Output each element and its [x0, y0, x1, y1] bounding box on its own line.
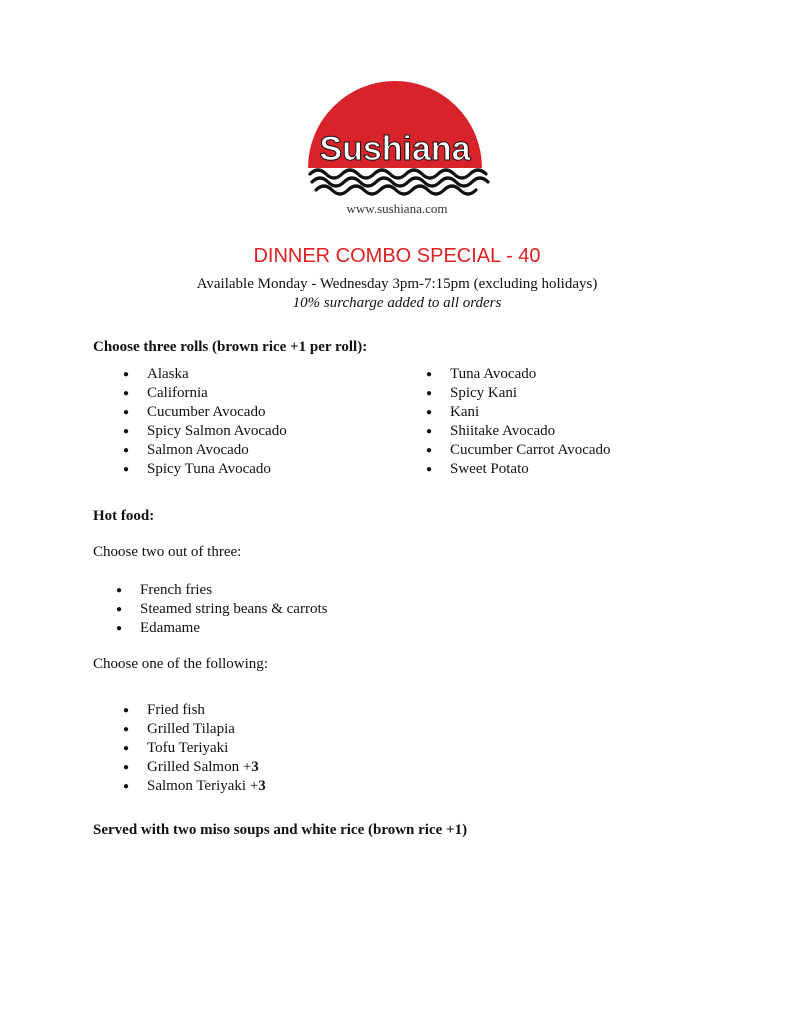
- list-item: ● Spicy Kani: [450, 384, 611, 403]
- list-item: ● French fries: [140, 581, 327, 600]
- list-item: ● Tuna Avocado: [450, 365, 611, 384]
- list-item: ● Shiitake Avocado: [450, 422, 611, 441]
- availability-text: Available Monday - Wednesday 3pm-7:15pm (excluding holidays): [196, 276, 598, 292]
- list-item: ● Salmon Avocado: [147, 441, 287, 460]
- mains-list: [147, 701, 266, 796]
- waves-icon: [310, 170, 488, 194]
- sushiana-logo: [300, 78, 490, 198]
- hot-food-heading: Hot food:: [93, 508, 155, 524]
- sides-list: [140, 581, 327, 638]
- item-surcharge: 3: [258, 778, 266, 794]
- choose-two-text: Choose two out of three:: [93, 544, 242, 560]
- list-item: [147, 739, 266, 758]
- rolls-list-right: [450, 365, 611, 479]
- item-name: Fried fish: [147, 702, 205, 718]
- surcharge-note: 10% surcharge added to all orders: [292, 295, 502, 311]
- item-name: Salmon Teriyaki +: [147, 778, 259, 794]
- list-item: ● Cucumber Carrot Avocado: [450, 441, 611, 460]
- list-item: ● Kani: [450, 403, 611, 422]
- list-item: ● California: [147, 384, 287, 403]
- list-item: [147, 758, 266, 777]
- choose-one-text: Choose one of the following:: [93, 656, 268, 672]
- item-surcharge: 3: [251, 759, 259, 775]
- item-name: Grilled Tilapia: [147, 721, 235, 737]
- list-item: ● Sweet Potato: [450, 460, 611, 479]
- item-name: Tofu Teriyaki: [147, 740, 229, 756]
- list-item: [147, 701, 266, 720]
- list-item: [147, 720, 266, 739]
- list-item: ● Cucumber Avocado: [147, 403, 287, 422]
- logo-wordmark: Sushiana: [319, 130, 471, 168]
- list-item: ● Edamame: [140, 619, 327, 638]
- list-item: ● Steamed string beans & carrots: [140, 600, 327, 619]
- item-name: Grilled Salmon +: [147, 759, 252, 775]
- website-url[interactable]: www.sushiana.com: [346, 201, 448, 216]
- rolls-list-left: [147, 365, 287, 479]
- served-with-note: Served with two miso soups and white rice (brown rice +1): [93, 822, 468, 838]
- list-item: ● Alaska: [147, 365, 287, 384]
- page-title: DINNER COMBO SPECIAL - 40: [253, 245, 541, 267]
- list-item: ● Spicy Tuna Avocado: [147, 460, 287, 479]
- list-item: ● Spicy Salmon Avocado: [147, 422, 287, 441]
- list-item: [147, 777, 266, 796]
- rolls-heading: Choose three rolls (brown rice +1 per roll):: [93, 339, 368, 355]
